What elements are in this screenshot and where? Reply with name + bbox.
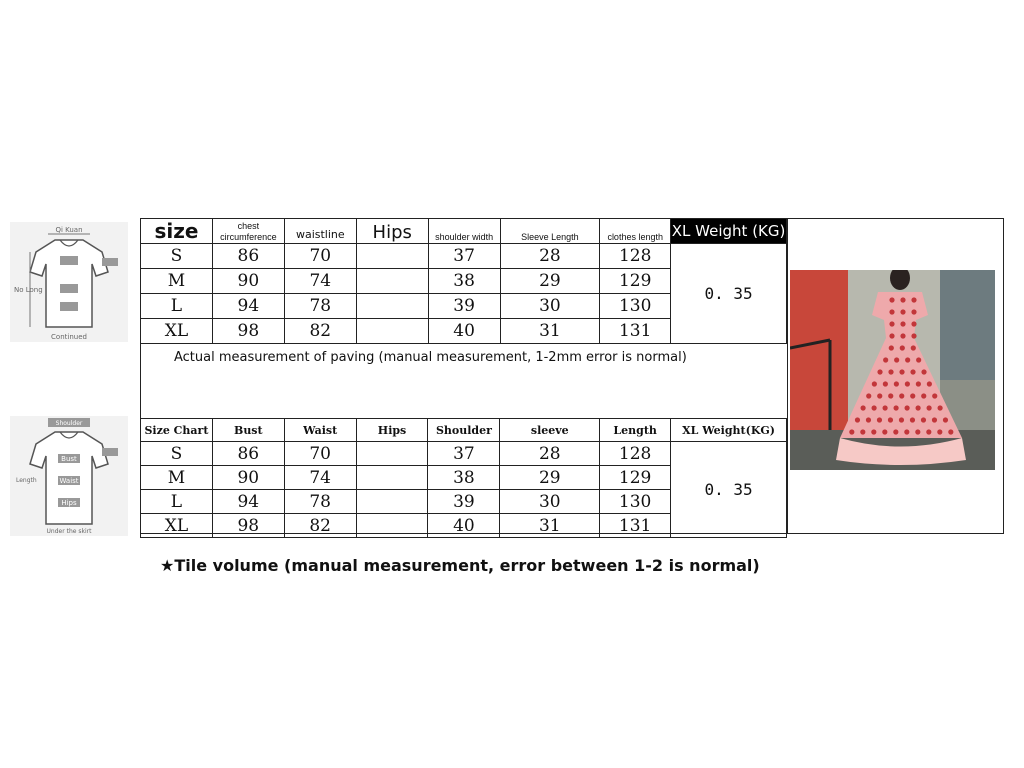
cell-shoulder: 37: [428, 442, 500, 466]
cell-shoulder: 40: [428, 319, 500, 344]
cell-hips: [356, 466, 428, 490]
header-waist: waistline: [284, 219, 356, 244]
cell-shoulder: 39: [428, 294, 500, 319]
cell-chest: 98: [212, 319, 284, 344]
cell-weight: 0. 35: [671, 244, 787, 344]
diagram2-hips-label: Hips: [61, 499, 77, 507]
table-header-row: [141, 419, 787, 442]
diagram1-side-label: No Long: [14, 286, 43, 294]
cell-sleeve: 29: [500, 466, 600, 490]
cell-shoulder: 38: [428, 466, 500, 490]
cell-chest: 90: [212, 466, 284, 490]
header-chest: Bust: [212, 419, 284, 442]
cell-weight: 0. 35: [671, 442, 787, 538]
header-sleeve: Sleeve Length: [500, 219, 600, 244]
cell-shoulder: 40: [428, 514, 500, 538]
diagram1-top-label: Qi Kuan: [55, 226, 83, 234]
dress-outline-icon: [10, 416, 128, 536]
cell-waist: 82: [284, 319, 356, 344]
garment-diagram-bottom: [10, 416, 128, 536]
cell-hips: [356, 490, 428, 514]
cell-sleeve: 28: [500, 244, 600, 269]
diagram2-bust-label: Bust: [61, 455, 77, 463]
cell-sleeve: 29: [500, 269, 600, 294]
cell-size: M: [141, 466, 213, 490]
cell-length: 128: [600, 244, 671, 269]
cell-hips: [356, 269, 428, 294]
product-photo: [790, 270, 995, 470]
cell-hips: [356, 514, 428, 538]
cell-shoulder: 37: [428, 244, 500, 269]
header-sleeve: sleeve: [500, 419, 600, 442]
diagram2-waist-label: Waist: [59, 477, 79, 485]
garment-diagram-top: [10, 222, 128, 342]
cell-waist: 70: [284, 442, 356, 466]
dress-outline-icon: [10, 222, 128, 342]
cell-length: 128: [600, 442, 671, 466]
header-shoulder: Shoulder: [428, 419, 500, 442]
header-length: clothes length: [600, 219, 671, 244]
cell-chest: 90: [212, 269, 284, 294]
cell-chest: 98: [212, 514, 284, 538]
cell-sleeve: 30: [500, 294, 600, 319]
header-length: Length: [600, 419, 671, 442]
cell-shoulder: 38: [428, 269, 500, 294]
measurement-note-bottom: ★Tile volume (manual measurement, error between 1-2 is normal): [160, 556, 760, 575]
cell-length: 130: [600, 490, 671, 514]
header-shoulder: shoulder width: [428, 219, 500, 244]
cell-shoulder: 39: [428, 490, 500, 514]
cell-waist: 82: [284, 514, 356, 538]
cell-waist: 70: [284, 244, 356, 269]
diagram2-bottom-label: Under the skirt: [46, 528, 92, 535]
cell-hips: [356, 244, 428, 269]
cell-length: 130: [600, 294, 671, 319]
header-weight: XL Weight(KG): [671, 419, 787, 442]
cell-sleeve: 31: [500, 319, 600, 344]
cell-length: 129: [600, 466, 671, 490]
size-table-bottom: [140, 418, 787, 538]
cell-waist: 78: [284, 490, 356, 514]
cell-waist: 74: [284, 269, 356, 294]
cell-length: 131: [600, 514, 671, 538]
cell-size: S: [141, 244, 213, 269]
cell-sleeve: 30: [500, 490, 600, 514]
cell-chest: 86: [212, 244, 284, 269]
cell-hips: [356, 294, 428, 319]
diagram2-side-label: Length: [16, 477, 37, 484]
cell-size: L: [141, 490, 213, 514]
frame-divider: [787, 218, 788, 534]
header-size: Size Chart: [141, 419, 213, 442]
cell-size: M: [141, 269, 213, 294]
cell-chest: 86: [212, 442, 284, 466]
cell-sleeve: 31: [500, 514, 600, 538]
cell-hips: [356, 442, 428, 466]
cell-size: L: [141, 294, 213, 319]
cell-sleeve: 28: [500, 442, 600, 466]
cell-waist: 78: [284, 294, 356, 319]
diagram2-top-label: Shoulder: [55, 420, 83, 427]
measurement-note-top: Actual measurement of paving (manual measurement, 1-2mm error is normal): [174, 350, 687, 365]
cell-size: S: [141, 442, 213, 466]
size-table-top: [140, 218, 787, 344]
header-waist: Waist: [284, 419, 356, 442]
table-row: [141, 244, 787, 269]
cell-chest: 94: [212, 294, 284, 319]
cell-size: XL: [141, 514, 213, 538]
cell-hips: [356, 319, 428, 344]
header-size: size: [141, 219, 213, 244]
cell-waist: 74: [284, 466, 356, 490]
table-header-row: [141, 219, 787, 244]
table-row: [141, 442, 787, 466]
diagram1-bottom-label: Continued: [51, 333, 87, 341]
cell-length: 129: [600, 269, 671, 294]
header-hips: Hips: [356, 219, 428, 244]
cell-length: 131: [600, 319, 671, 344]
dress-photo-icon: [790, 270, 995, 470]
header-chest: chest circumference: [212, 219, 284, 244]
header-weight: XL Weight (KG): [671, 219, 787, 244]
cell-size: XL: [141, 319, 213, 344]
cell-chest: 94: [212, 490, 284, 514]
header-hips: Hips: [356, 419, 428, 442]
